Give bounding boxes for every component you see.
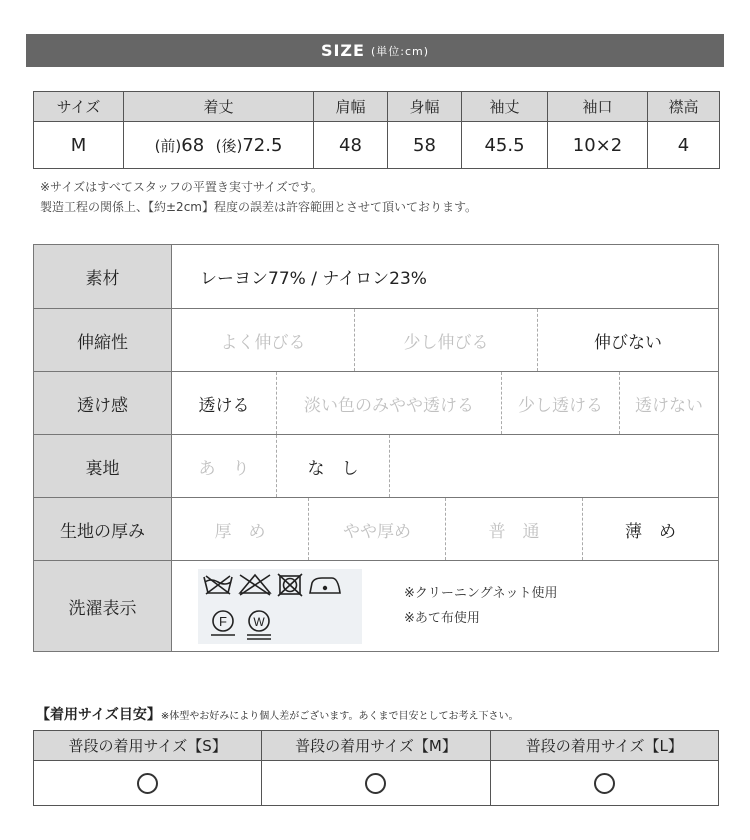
attribute-table bbox=[33, 244, 719, 652]
size-banner bbox=[26, 34, 724, 67]
material-value: レーヨン77% / ナイロン23% bbox=[200, 269, 427, 289]
fit-guide-heading: 【着用サイズ目安】 bbox=[36, 707, 161, 723]
thickness-options bbox=[172, 498, 718, 560]
stretch-option: 伸びない bbox=[594, 332, 662, 353]
fit-guide-note: ※体型やお好みにより個人差がございます。あくまで目安としてお考え下さい。 bbox=[160, 711, 519, 722]
sheer-row bbox=[34, 371, 718, 434]
thickness-option: 薄 め bbox=[625, 521, 676, 542]
cell-collar: 4 bbox=[648, 122, 720, 169]
lining-option: あ り bbox=[172, 435, 277, 497]
lining-option: な し bbox=[277, 435, 390, 497]
stretch-label: 伸縮性 bbox=[34, 309, 172, 371]
fit-cell-l bbox=[490, 761, 718, 806]
thickness-option: 厚 め bbox=[172, 498, 309, 560]
sheer-option: 透ける bbox=[172, 372, 277, 434]
lining-row bbox=[34, 434, 718, 497]
fit-mark-m bbox=[365, 773, 386, 794]
header-size: サイズ bbox=[34, 92, 124, 122]
thickness-label: 生地の厚み bbox=[34, 498, 172, 560]
sheer-option: 透けない bbox=[635, 395, 703, 416]
material-label: 素材 bbox=[34, 245, 172, 308]
header-collar: 襟高 bbox=[648, 92, 720, 122]
care-row bbox=[34, 560, 718, 651]
fit-header-m: 普段の着用サイズ【M】 bbox=[262, 731, 490, 761]
professional-wet-clean-icon bbox=[247, 611, 271, 639]
thickness-option: やや厚め bbox=[309, 498, 446, 560]
size-notes bbox=[40, 177, 477, 217]
professional-dry-clean-icon bbox=[211, 611, 235, 635]
material-row bbox=[34, 245, 718, 308]
front-length: 68 bbox=[181, 134, 205, 156]
fit-mark-s bbox=[137, 773, 158, 794]
cell-shoulder: 48 bbox=[314, 122, 388, 169]
care-body bbox=[172, 561, 718, 651]
cell-size: M bbox=[34, 122, 124, 169]
front-label: (前) bbox=[154, 136, 182, 155]
thickness-row bbox=[34, 497, 718, 560]
stretch-options bbox=[172, 309, 718, 371]
care-symbols bbox=[198, 569, 362, 644]
sheer-options bbox=[172, 372, 718, 434]
stretch-option: 少し伸びる bbox=[355, 309, 538, 371]
size-table-header bbox=[34, 92, 720, 122]
fit-guide-table bbox=[33, 730, 719, 806]
back-length: 72.5 bbox=[242, 134, 283, 156]
cell-width: 58 bbox=[388, 122, 462, 169]
fit-guide-header bbox=[34, 731, 719, 761]
header-length: 着丈 bbox=[124, 92, 314, 122]
care-note: ※あて布使用 bbox=[404, 611, 480, 626]
cell-sleeve: 45.5 bbox=[462, 122, 548, 169]
header-cuff: 袖口 bbox=[548, 92, 648, 122]
size-table bbox=[33, 91, 720, 169]
cell-cuff: 10×2 bbox=[548, 122, 648, 169]
sheer-label: 透け感 bbox=[34, 372, 172, 434]
care-note: ※クリーニングネット使用 bbox=[404, 586, 558, 601]
hand-wash-icon bbox=[204, 576, 232, 594]
wet-letter: W bbox=[253, 614, 265, 629]
fit-guide-title bbox=[36, 704, 518, 724]
fit-header-s: 普段の着用サイズ【S】 bbox=[34, 731, 262, 761]
header-sleeve: 袖丈 bbox=[462, 92, 548, 122]
sheer-option: 淡い色のみやや透ける bbox=[277, 372, 502, 434]
no-bleach-icon bbox=[240, 575, 270, 595]
fit-cell-m bbox=[262, 761, 490, 806]
low-iron-icon bbox=[310, 578, 340, 593]
thickness-option: 普 通 bbox=[446, 498, 583, 560]
table-row bbox=[34, 761, 719, 806]
back-label: (後) bbox=[215, 136, 243, 155]
note-line: 製造工程の関係上、【約±2cm】程度の誤差は許容範囲とさせて頂いております。 bbox=[40, 200, 478, 214]
sheer-option: 少し透ける bbox=[502, 372, 620, 434]
care-label: 洗濯表示 bbox=[34, 561, 172, 651]
header-width: 身幅 bbox=[388, 92, 462, 122]
lining-label: 裏地 bbox=[34, 435, 172, 497]
no-tumble-dry-icon bbox=[278, 574, 302, 596]
fit-mark-l bbox=[594, 773, 615, 794]
lining-options bbox=[172, 435, 718, 497]
table-row bbox=[34, 122, 720, 169]
stretch-row bbox=[34, 308, 718, 371]
cell-length bbox=[124, 122, 314, 169]
dry-letter: F bbox=[219, 613, 227, 629]
care-notes bbox=[404, 581, 558, 631]
header-shoulder: 肩幅 bbox=[314, 92, 388, 122]
banner-title: SIZE bbox=[320, 41, 365, 60]
banner-unit: (単位:cm) bbox=[370, 44, 430, 58]
fit-cell-s bbox=[34, 761, 262, 806]
note-line: ※サイズはすべてスタッフの平置き実寸サイズです。 bbox=[40, 180, 323, 194]
stretch-option: よく伸びる bbox=[172, 309, 355, 371]
fit-header-l: 普段の着用サイズ【L】 bbox=[490, 731, 718, 761]
